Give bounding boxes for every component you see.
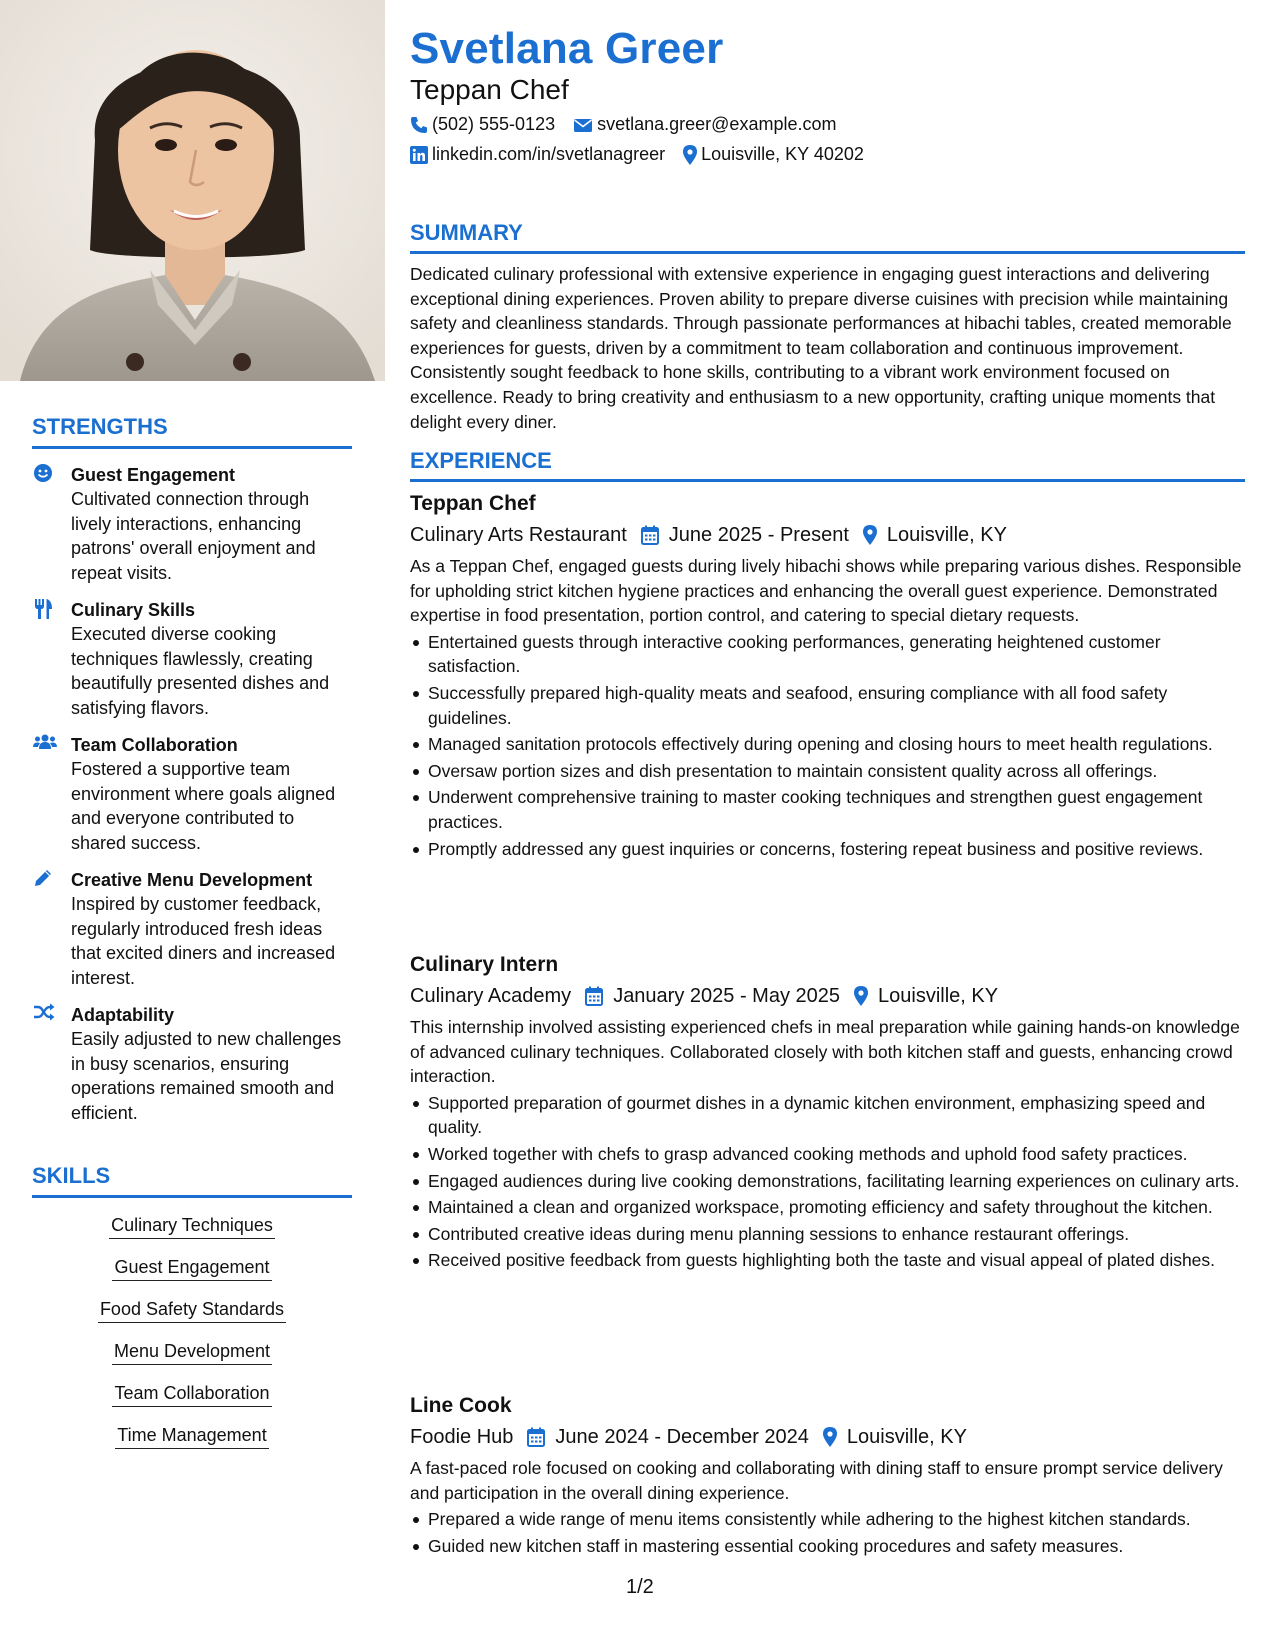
experience-entry bbox=[410, 1392, 1245, 1560]
skill-item bbox=[32, 1422, 352, 1449]
strength-item bbox=[32, 598, 352, 720]
job-bullet: Received positive feedback from guests highlighting both the taste and visual appeal of plated dishes. bbox=[410, 1248, 1245, 1273]
job-dates-text: June 2024 - December 2024 bbox=[555, 1426, 809, 1448]
job-bullet: Contributed creative ideas during menu planning sessions to enhance restaurant offerings. bbox=[410, 1222, 1245, 1247]
strength-item bbox=[32, 733, 352, 855]
strength-description: Fostered a supportive team environment where goals aligned and everyone contributed to shared success. bbox=[71, 759, 336, 853]
linkedin-icon bbox=[410, 146, 428, 164]
job-dates bbox=[527, 1422, 809, 1452]
job-bullet: Promptly addressed any guest inquiries or concerns, fostering repeat business and positive reviews. bbox=[410, 837, 1245, 862]
summary-text: Dedicated culinary professional with extensive experience in engaging guest interactions and delivering exceptional dining experiences. Proven ability to prepare diverse cuisines with precision while maintaining safety and cleanliness standards. Through passionate performances at hibachi tables, created memorable experiences for guests, driven by a commitment to team collaboration and continuous improvement. Consistently sought feedback to hone skills, contributing to a vibrant work environment focused on excellence. Ready to bring creativity and enthusiasm to a new opportunity, crafting unique moments that delight every diner. bbox=[410, 264, 1232, 432]
strength-item bbox=[32, 1003, 352, 1125]
skill-label: Guest Engagement bbox=[112, 1254, 271, 1281]
strength-title: Creative Menu Development bbox=[71, 870, 313, 890]
company-name: Culinary Arts Restaurant bbox=[410, 524, 627, 546]
linkedin-text: linkedin.com/in/svetlanagreer bbox=[432, 144, 666, 164]
skill-label: Time Management bbox=[115, 1422, 268, 1449]
page-number: 1/2 bbox=[626, 1576, 654, 1598]
shuffle-icon bbox=[33, 1003, 55, 1025]
strength-item bbox=[32, 868, 352, 990]
profile-photo-illustration bbox=[0, 0, 385, 381]
job-description: This internship involved assisting experienced chefs in meal preparation while gaining hands-on knowledge of advanced culinary techniques. Collaborated closely with both kitchen staff and guests, enhancing crowd interaction. bbox=[410, 1017, 1240, 1087]
pencil-icon bbox=[33, 868, 55, 890]
strengths-heading: STRENGTHS bbox=[32, 414, 352, 449]
job-description: A fast-paced role focused on cooking and collaborating with dining staff to ensure prompt service delivery and participation in the overall dining experience. bbox=[410, 1458, 1223, 1503]
job-title: Line Cook bbox=[410, 1394, 512, 1417]
skill-label: Culinary Techniques bbox=[109, 1212, 275, 1239]
strength-title: Team Collaboration bbox=[71, 735, 238, 755]
phone-icon bbox=[410, 116, 428, 134]
sidebar bbox=[0, 0, 385, 1650]
map-pin-icon bbox=[863, 525, 877, 545]
job-bullet: Maintained a clean and organized workspace, promoting efficiency and safety throughout the kitchen. bbox=[410, 1195, 1245, 1220]
experience-entry bbox=[410, 951, 1245, 1275]
calendar-icon bbox=[641, 525, 659, 545]
company-name: Foodie Hub bbox=[410, 1426, 514, 1448]
job-meta bbox=[410, 520, 1245, 550]
job-bullet: Engaged audiences during live cooking demonstrations, facilitating learning experiences on culinary arts. bbox=[410, 1169, 1245, 1194]
skills-section bbox=[32, 1163, 352, 1449]
linkedin-contact[interactable] bbox=[410, 144, 665, 165]
strength-item bbox=[32, 463, 352, 585]
job-location bbox=[823, 1422, 967, 1452]
job-title: Teppan Chef bbox=[410, 492, 536, 515]
contact-row-2 bbox=[410, 144, 882, 165]
experience-entry bbox=[410, 490, 1245, 863]
strength-title: Guest Engagement bbox=[71, 465, 236, 485]
job-location-text: Louisville, KY bbox=[878, 985, 999, 1007]
map-pin-icon bbox=[854, 986, 868, 1006]
email-text: svetlana.greer@example.com bbox=[597, 114, 837, 134]
candidate-title: Teppan Chef bbox=[410, 74, 569, 105]
skill-item bbox=[32, 1296, 352, 1323]
phone-contact[interactable] bbox=[410, 114, 555, 135]
contact-row-1 bbox=[410, 114, 854, 135]
skill-item bbox=[32, 1380, 352, 1407]
calendar-icon bbox=[527, 1427, 545, 1447]
phone-text: (502) 555-0123 bbox=[432, 114, 556, 134]
job-title: Culinary Intern bbox=[410, 953, 559, 976]
job-bullet: Supported preparation of gourmet dishes in a dynamic kitchen environment, emphasizing speed and quality. bbox=[410, 1091, 1245, 1140]
skill-label: Food Safety Standards bbox=[98, 1296, 286, 1323]
job-location-text: Louisville, KY bbox=[846, 1426, 967, 1448]
job-description: As a Teppan Chef, engaged guests during lively hibachi shows while preparing various dishes. Responsible for upholding strict kitchen hygiene practices and enhancing the overall guest experience. Demonstrated expertise in food presentation, portion control, and catering to special dietary requests. bbox=[410, 556, 1242, 626]
strengths-section bbox=[32, 414, 352, 1125]
skill-item bbox=[32, 1212, 352, 1239]
skill-label: Team Collaboration bbox=[112, 1380, 271, 1407]
job-bullet: Entertained guests through interactive cooking performances, generating heightened customer satisfaction. bbox=[410, 630, 1245, 679]
job-bullet: Guided new kitchen staff in mastering essential cooking procedures and safety measures. bbox=[410, 1534, 1245, 1559]
job-dates-text: January 2025 - May 2025 bbox=[613, 985, 840, 1007]
experience-heading: EXPERIENCE bbox=[410, 448, 1245, 482]
map-pin-icon bbox=[823, 1427, 837, 1447]
skill-label: Menu Development bbox=[112, 1338, 272, 1365]
skill-item bbox=[32, 1338, 352, 1365]
job-bullet: Prepared a wide range of menu items consistently while adhering to the highest kitchen standards. bbox=[410, 1507, 1245, 1532]
job-dates bbox=[585, 981, 840, 1011]
strength-title: Culinary Skills bbox=[71, 600, 196, 620]
smile-icon bbox=[33, 463, 55, 485]
summary-heading: SUMMARY bbox=[410, 220, 1245, 254]
strength-description: Easily adjusted to new challenges in busy scenarios, ensuring operations remained smooth and efficient. bbox=[71, 1029, 342, 1123]
strength-description: Executed diverse cooking techniques flawlessly, creating beautifully presented dishes and satisfying flavors. bbox=[71, 624, 330, 718]
strength-description: Cultivated connection through lively interactions, enhancing patrons' overall enjoyment and repeat visits. bbox=[71, 489, 316, 583]
job-bullet: Worked together with chefs to grasp advanced cooking methods and uphold food safety practices. bbox=[410, 1142, 1245, 1167]
job-bullet: Successfully prepared high-quality meats and seafood, ensuring compliance with all food safety guidelines. bbox=[410, 681, 1245, 730]
skills-heading: SKILLS bbox=[32, 1163, 352, 1198]
job-meta bbox=[410, 1422, 1245, 1452]
envelope-icon bbox=[573, 117, 593, 133]
job-location bbox=[863, 520, 1007, 550]
job-bullets bbox=[410, 630, 1245, 861]
job-location bbox=[854, 981, 998, 1011]
job-bullet: Oversaw portion sizes and dish presentation to maintain consistent quality across all offerings. bbox=[410, 759, 1245, 784]
job-bullet: Underwent comprehensive training to master cooking techniques and strengthen guest engagement practices. bbox=[410, 785, 1245, 834]
location-contact bbox=[683, 144, 864, 165]
job-bullets bbox=[410, 1507, 1245, 1558]
profile-photo bbox=[0, 0, 385, 381]
utensils-icon bbox=[33, 598, 55, 620]
job-bullets bbox=[410, 1091, 1245, 1273]
calendar-icon bbox=[585, 986, 603, 1006]
job-dates-text: June 2025 - Present bbox=[668, 524, 849, 546]
skill-item bbox=[32, 1254, 352, 1281]
users-icon bbox=[33, 733, 55, 755]
job-location-text: Louisville, KY bbox=[886, 524, 1007, 546]
map-pin-icon bbox=[683, 145, 697, 165]
strength-description: Inspired by customer feedback, regularly introduced fresh ideas that excited diners and increased interest. bbox=[71, 894, 336, 988]
job-meta bbox=[410, 981, 1245, 1011]
location-text: Louisville, KY 40202 bbox=[701, 144, 864, 164]
job-bullet: Managed sanitation protocols effectively during opening and closing hours to meet health regulations. bbox=[410, 732, 1245, 757]
email-contact[interactable] bbox=[573, 114, 836, 135]
strength-title: Adaptability bbox=[71, 1005, 175, 1025]
candidate-name: Svetlana Greer bbox=[410, 24, 724, 73]
company-name: Culinary Academy bbox=[410, 985, 572, 1007]
job-dates bbox=[641, 520, 849, 550]
